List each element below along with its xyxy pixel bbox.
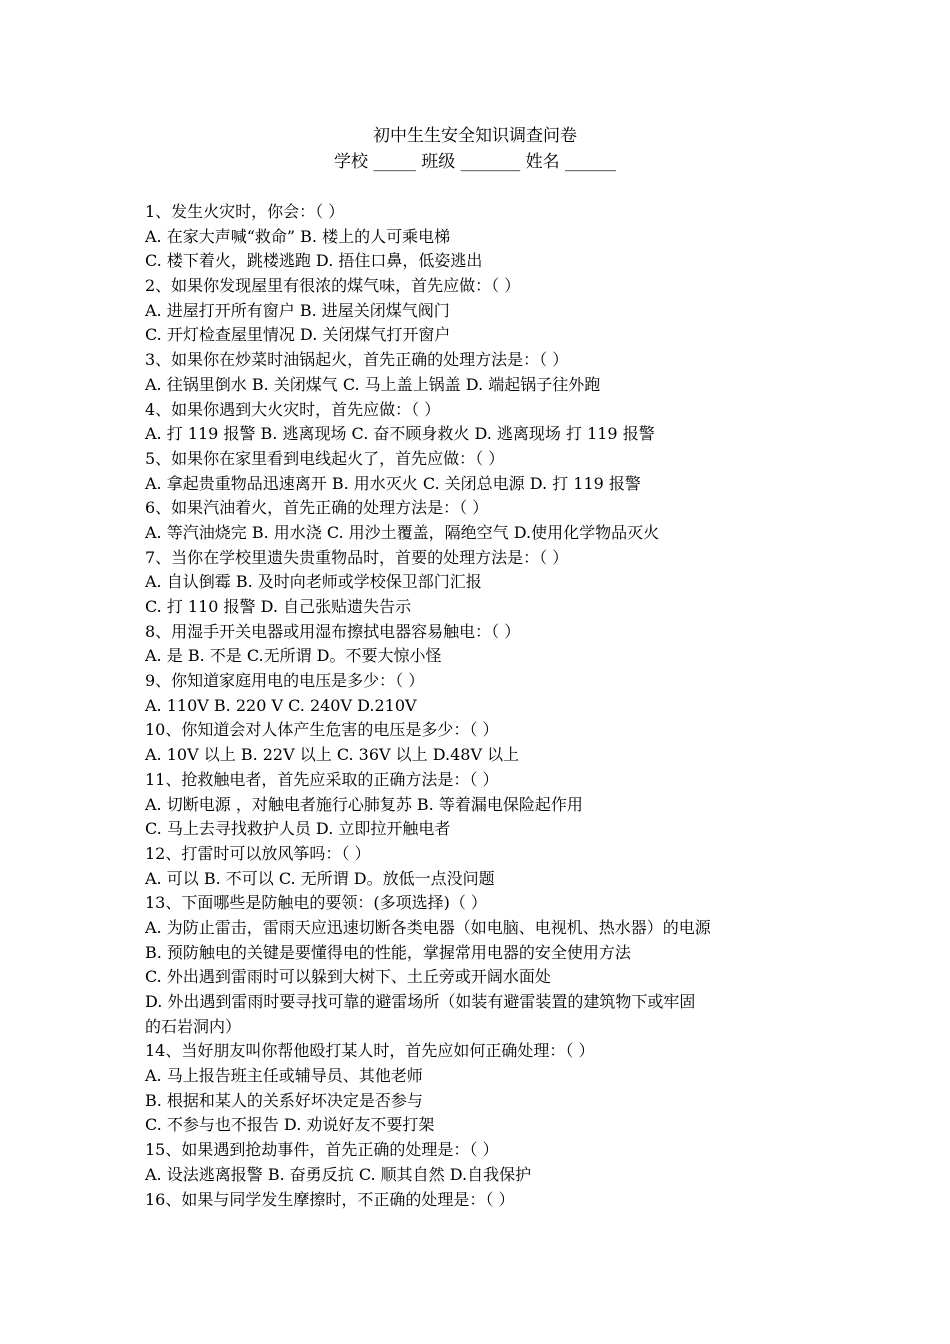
question-line: A. 往锅里倒水 B. 关闭煤气 C. 马上盖上锅盖 D. 端起锅子往外跑 [145, 374, 601, 394]
question-line: A. 进屋打开所有窗户 B. 进屋关闭煤气阀门 [145, 300, 450, 320]
question-line: 15、如果遇到抢劫事件，首先正确的处理是：（ ） [145, 1140, 499, 1160]
question-line: 4、如果你遇到大火灾时，首先应做：（ ） [145, 399, 441, 419]
question-line: 9、你知道家庭用电的电压是多少：（ ） [145, 671, 425, 691]
question-line: D. 外出遇到雷雨时要寻找可靠的避雷场所（如装有避雷装置的建筑物下或牢固 [145, 992, 696, 1011]
question-line: A. 切断电源 ，对触电者施行心肺复苏 B. 等着漏电保险起作用 [145, 794, 583, 814]
question-line: 12、打雷时可以放风筝吗：（ ） [145, 843, 371, 863]
question-line: A. 设法逃离报警 B. 奋勇反抗 C. 顺其自然 D.自我保护 [145, 1164, 532, 1184]
question-line: C. 马上去寻找救护人员 D. 立即拉开触电者 [145, 819, 451, 839]
question-line: 7、当你在学校里遗失贵重物品时，首要的处理方法是：（ ） [145, 547, 569, 567]
question-line: A. 等汽油烧完 B. 用水浇 C. 用沙土覆盖，隔绝空气 D.使用化学物品灭火 [145, 522, 660, 542]
question-line: B. 预防触电的关键是要懂得电的性能，掌握常用电器的安全使用方法 [145, 942, 631, 962]
question-line: C. 开灯检查屋里情况 D. 关闭煤气打开窗户 [145, 325, 451, 345]
question-line: C. 外出遇到雷雨时可以躲到大树下、土丘旁或开阔水面处 [145, 967, 551, 987]
question-line: A. 自认倒霉 B. 及时向老师或学校保卫部门汇报 [145, 572, 482, 592]
question-line: 5、如果你在家里看到电线起火了，首先应做：（ ） [145, 448, 505, 468]
document-title: 初中生生安全知识调查问卷 [373, 126, 577, 146]
question-line: 16、如果与同学发生摩擦时，不正确的处理是：（ ） [145, 1189, 515, 1209]
question-line: 的石岩洞内） [145, 1016, 242, 1036]
question-line: A. 打 119 报警 B. 逃离现场 C. 奋不顾身救火 D. 逃离现场 打 119 报警 [145, 424, 655, 444]
document-subtitle: 学校 _____ 班级 _______ 姓名 ______ [333, 152, 617, 172]
question-line: C. 楼下着火，跳楼逃跑 D. 捂住口鼻，低姿逃出 [145, 251, 483, 271]
question-line: A. 马上报告班主任或辅导员、其他老师 [145, 1066, 423, 1086]
question-line: 13、下面哪些是防触电的要领：(多项选择)（ ） [145, 893, 487, 913]
question-line: 6、如果汽油着火，首先正确的处理方法是：（ ） [145, 498, 489, 518]
question-line: A. 可以 B. 不可以 C. 无所谓 D。放低一点没问题 [145, 868, 495, 888]
question-line: A. 是 B. 不是 C.无所谓 D。不要大惊小怪 [145, 646, 442, 666]
question-line: A. 在家大声喊“救命” B. 楼上的人可乘电梯 [145, 226, 451, 246]
question-line: A. 拿起贵重物品迅速离开 B. 用水灭火 C. 关闭总电源 D. 打 119 报警 [145, 473, 641, 493]
question-line: 1、发生火灾时，你会：（ ） [145, 202, 345, 221]
question-line: 11、抢救触电者，首先应采取的正确方法是：（ ） [145, 769, 499, 789]
question-line: 2、如果你发现屋里有很浓的煤气味，首先应做：（ ） [145, 276, 521, 296]
question-line: 10、你知道会对人体产生危害的电压是多少：（ ） [145, 720, 499, 740]
question-line: 8、用湿手开关电器或用湿布擦拭电器容易触电：（ ） [145, 621, 521, 641]
question-list [145, 200, 815, 1212]
question-line: A. 10V 以上 B. 22V 以上 C. 36V 以上 D.48V 以上 [145, 745, 520, 765]
question-line: C. 打 110 报警 D. 自己张贴遗失告示 [145, 597, 412, 616]
question-line: A. 110V B. 220 V C. 240V D.210V [145, 695, 417, 715]
question-line: A. 为防止雷击，雷雨天应迅速切断各类电器（如电脑、电视机、热水器）的电源 [145, 917, 711, 937]
question-line: C. 不参与也不报告 D. 劝说好友不要打架 [145, 1115, 435, 1135]
question-line: B. 根据和某人的关系好坏决定是否参与 [145, 1090, 423, 1110]
question-line: 14、当好朋友叫你帮他殴打某人时，首先应如何正确处理：（ ） [145, 1041, 595, 1061]
question-line: 3、如果你在炒菜时油锅起火，首先正确的处理方法是：（ ） [145, 350, 569, 370]
